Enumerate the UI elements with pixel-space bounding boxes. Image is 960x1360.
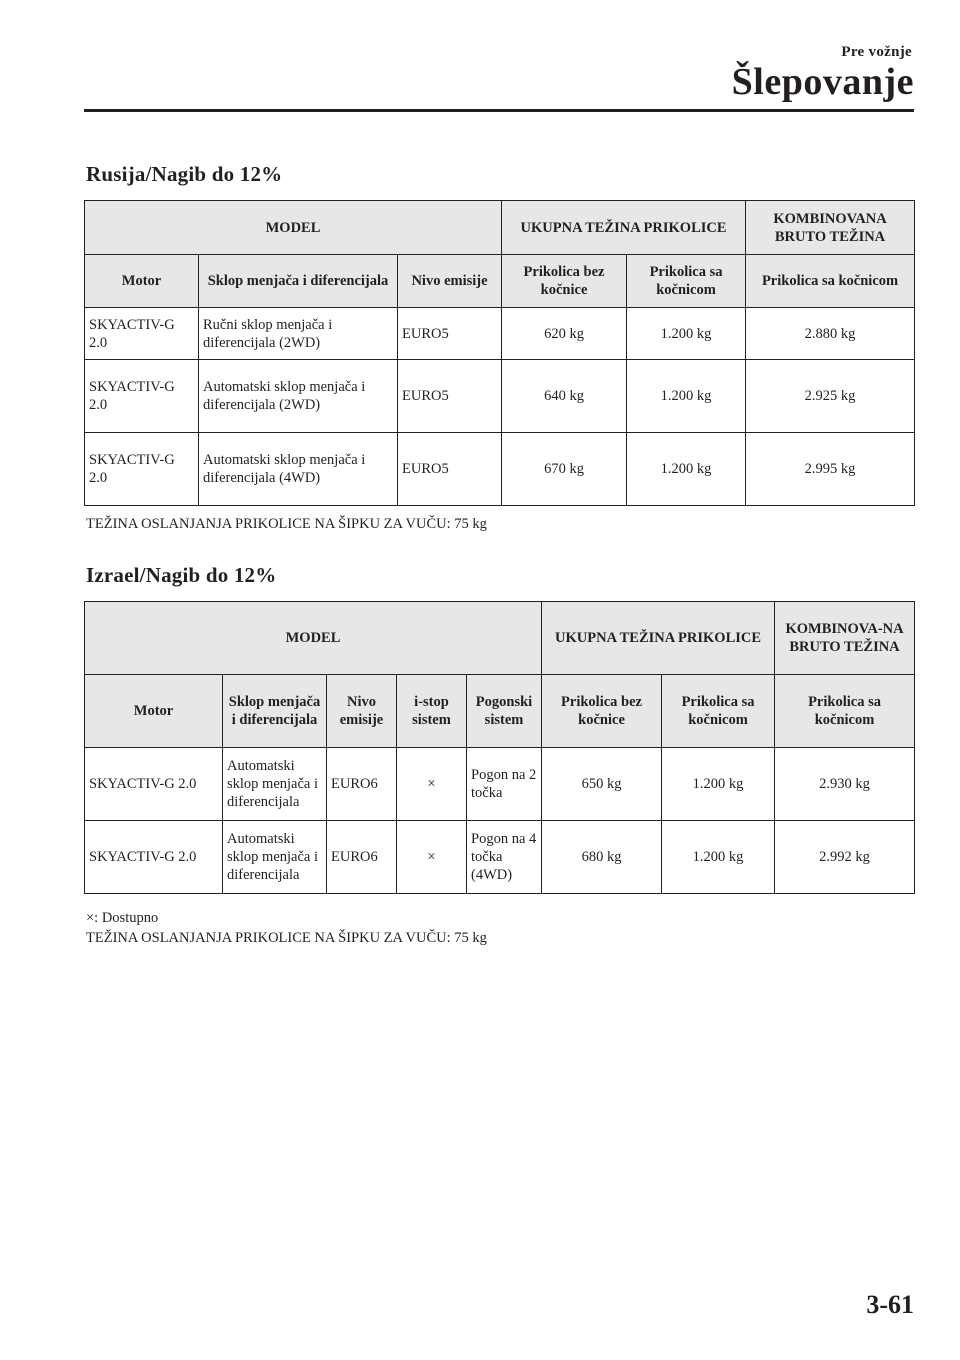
column-header: Prikolica sa kočnicom [627, 255, 746, 308]
table-cell: 1.200 kg [627, 360, 746, 433]
table-row [85, 821, 915, 894]
table-column-header-row [85, 675, 915, 748]
group-header-trailer-weight: UKUPNA TEŽINA PRIKOLICE [502, 201, 746, 255]
table-cell: SKYACTIV-G 2.0 [85, 821, 223, 894]
table-cell: SKYACTIV-G 2.0 [85, 308, 199, 360]
table-cell: × [397, 748, 467, 821]
column-header: Prikolica sa kočnicom [662, 675, 775, 748]
column-header: Prikolica bez kočnice [502, 255, 627, 308]
table-row [85, 748, 915, 821]
table-cell: × [397, 821, 467, 894]
table-cell: 2.995 kg [746, 433, 915, 506]
table-row [85, 360, 915, 433]
column-header: Pogonski sistem [467, 675, 542, 748]
tongue-weight-note-russia: TEŽINA OSLANJANJA PRIKOLICE NA ŠIPKU ZA VUČU: 75 kg [86, 516, 487, 532]
column-header: Nivo emisije [398, 255, 502, 308]
table-cell: 650 kg [542, 748, 662, 821]
table-cell: 2.880 kg [746, 308, 915, 360]
table-cell: 680 kg [542, 821, 662, 894]
column-header: Motor [85, 255, 199, 308]
table-cell: Automatski sklop menjača i diferencijala (4WD) [199, 433, 398, 506]
column-header: Prikolica bez kočnice [542, 675, 662, 748]
table-cell: EURO5 [398, 308, 502, 360]
availability-legend: ×: Dostupno [86, 910, 159, 926]
table-cell: Automatski sklop menjača i diferencijala (2WD) [199, 360, 398, 433]
table-cell: EURO5 [398, 433, 502, 506]
table-cell: Pogon na 2 točka [467, 748, 542, 821]
group-header-model: MODEL [85, 201, 502, 255]
table-cell: EURO5 [398, 360, 502, 433]
table-cell: Automatski sklop menjača i diferencijala [223, 748, 327, 821]
table-cell: 620 kg [502, 308, 627, 360]
table-cell: 2.992 kg [775, 821, 915, 894]
chapter-kicker: Pre vožnje [841, 44, 912, 60]
table-row [85, 308, 915, 360]
towing-table-israel [84, 601, 915, 894]
table-column-header-row [85, 255, 915, 308]
section-title-russia: Rusija/Nagib do 12% [86, 162, 283, 186]
column-header: Sklop menjača i diferencijala [199, 255, 398, 308]
table-cell: 640 kg [502, 360, 627, 433]
column-header: Prikolica sa kočnicom [746, 255, 915, 308]
table-cell: Ručni sklop menjača i diferencijala (2WD) [199, 308, 398, 360]
column-header: Prikolica sa kočnicom [775, 675, 915, 748]
section-title-israel: Izrael/Nagib do 12% [86, 563, 277, 587]
table-row [85, 433, 915, 506]
table-group-header-row [85, 602, 915, 675]
group-header-trailer-weight: UKUPNA TEŽINA PRIKOLICE [542, 602, 775, 675]
table-cell: SKYACTIV-G 2.0 [85, 433, 199, 506]
table-cell: SKYACTIV-G 2.0 [85, 360, 199, 433]
table-cell: Pogon na 4 točka (4WD) [467, 821, 542, 894]
page-number: 3-61 [866, 1290, 914, 1319]
table-cell: 1.200 kg [627, 308, 746, 360]
table-cell: 1.200 kg [627, 433, 746, 506]
table-cell: 2.930 kg [775, 748, 915, 821]
table-cell: 1.200 kg [662, 821, 775, 894]
towing-table-russia [84, 200, 915, 506]
table-cell: Automatski sklop menjača i diferencijala [223, 821, 327, 894]
table-cell: 1.200 kg [662, 748, 775, 821]
table-cell: 2.925 kg [746, 360, 915, 433]
column-header: Sklop menjača i diferencijala [223, 675, 327, 748]
table-cell: 670 kg [502, 433, 627, 506]
table-group-header-row [85, 201, 915, 255]
table-cell: EURO6 [327, 748, 397, 821]
group-header-gross-weight: KOMBINOVA-NA BRUTO TEŽINA [775, 602, 915, 675]
group-header-gross-weight: KOMBINOVANA BRUTO TEŽINA [746, 201, 915, 255]
header-divider [84, 109, 914, 112]
table-cell: SKYACTIV-G 2.0 [85, 748, 223, 821]
column-header: i-stop sistem [397, 675, 467, 748]
group-header-model: MODEL [85, 602, 542, 675]
column-header: Motor [85, 675, 223, 748]
column-header: Nivo emisije [327, 675, 397, 748]
chapter-title: Šlepovanje [731, 61, 914, 103]
table-cell: EURO6 [327, 821, 397, 894]
tongue-weight-note-israel: TEŽINA OSLANJANJA PRIKOLICE NA ŠIPKU ZA VUČU: 75 kg [86, 930, 487, 946]
